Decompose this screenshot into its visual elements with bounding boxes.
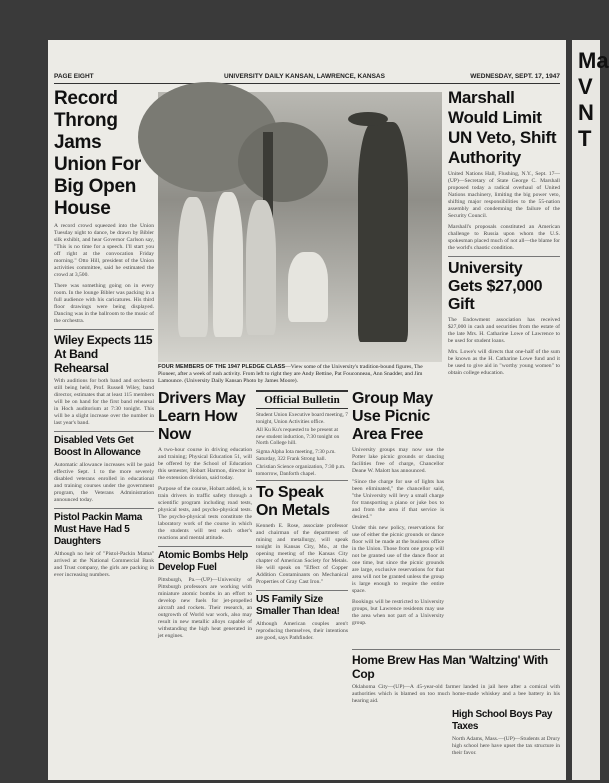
photo-person [178, 197, 208, 337]
newspaper-name: UNIVERSITY DAILY KANSAN, LAWRENCE, KANSAS [224, 73, 385, 80]
headline-picnic-area: Group May Use Picnic Area Free [352, 390, 433, 443]
headline-high-school-boys: High School Boys Pay Taxes [452, 709, 553, 732]
newspaper-page [48, 40, 566, 780]
headline-record-throng: Record Throng Jams Union For Big Open House [54, 88, 142, 219]
article-text: "Since the charge for use of lights has been eliminated," the chancellor said, "the University will levy a small charge for transporting a piano or juke box to and from the area if that service is desired." [352, 479, 444, 520]
photo-person [288, 252, 328, 322]
article-text: Although no heir of "Pistol-Packin Mama" arrived at the National Commercial Bank and Trust company, the girls are packing in ever increasing numbers. [54, 551, 154, 578]
headline-drivers: Drivers May Learn How Now [158, 390, 246, 443]
article-text: Bookings will be restricted to University groups, but Lawrence residents may use the area when not part of a University group. [352, 599, 444, 626]
issue-date: WEDNESDAY, SEPT. 17, 1947 [470, 73, 560, 80]
article-text: A record crowd squeezed into the Union Tuesday night to dance, be drawn by Bibler silk exhibit, and hear Governor Carlson say, "This is no time for a speech. I'll start you off right at the convocation Friday morning." Otto Hill, president of the Union activities committee, said he estimated the crowd at 3,500. [54, 223, 154, 278]
divider [448, 256, 560, 257]
article-text: Marshall's proposals constituted an American challenge to Russia upon whom the U.S. spokesman placed much of not all—the blame for the world's chaotic condition. [448, 224, 560, 251]
bulletin-item: Christian Science organization, 7:30 p.m. tomorrow, Danforth chapel. [256, 464, 346, 477]
photo-person [213, 192, 243, 337]
photo-person [246, 200, 276, 335]
article-text: With auditions for both band and orchestra still being held, Prof. Russell Wiley, band director, estimates that at least 115 members will be on hand for the first band rehearsal in Hoch auditorium at 7:30 tonight. This will be a slight increase over the number in last year's band. [54, 378, 154, 426]
headline-home-brew: Home Brew Has Man 'Waltzing' With Cop [352, 653, 548, 681]
article-text: Although American couples aren't reproducing themselves, their intentions are good, says Pathfinder. [256, 621, 348, 642]
adjacent-page-strip [572, 40, 609, 780]
divider [54, 508, 154, 509]
left-column [54, 88, 154, 778]
article-text: Kenneth E. Rose, associate professor and chairman of the department of mining and metallurgy, will speak tonight in Kansas City, Mo., at the opening meeting of the Kansas City chapter of American Society for Metals. He will speak on "Effect of Copper Addition Contaminants on Mechanical Properties of Gray Cast Iron." [256, 523, 348, 586]
right-column [448, 88, 560, 648]
article-text: There was something going on in every room. In the lounge Bibler was packing in a full audience with his caricatures. His third floor drawings were being displayed. Dancing was in the ballroom to the music of the orchestra. [54, 283, 154, 324]
headline-pistol-packin: Pistol Packin Mama Must Have Had 5 Daughters [54, 512, 142, 547]
caption-title: FOUR MEMBERS OF THE 1947 PLEDGE CLASS [158, 364, 286, 370]
divider [158, 546, 252, 547]
headline-wiley: Wiley Expects 115 At Band Rehearsal [54, 333, 153, 375]
bulletin-item: All Ku Ku's requested to be present at new student induction, 7:30 tonight on North College hill. [256, 427, 340, 447]
bulletin-item: Sigma Alpha Iota meeting, 7:30 p.m. Saturday, 322 Frank Strong hall. [256, 448, 336, 462]
photo-statue [358, 122, 408, 342]
article-text: Under this new policy, reservations for use of either the picnic grounds or dance floor will be made at the business office in the Union. Those from one group will not be granted use of the dance floor at one time, but since the picnic grounds are large, exclusive reservations for that area will not be granted unless the group is large enough to require the entire space. [352, 525, 444, 594]
article-text: North Adams, Mass.—(UP)—Students at Drury high school here have upset the tax structure in their favor. [452, 736, 560, 756]
adjacent-page-headline: Ma V N T [578, 48, 609, 151]
divider [54, 431, 154, 432]
page-number: PAGE EIGHT [54, 73, 94, 80]
headline-atomic-bombs: Atomic Bombs Help Develop Fuel [158, 550, 248, 573]
article-text: Oklahoma City—(UP)—A 45-year-old farmer landed in jail here after a comical with authorities which is blamed on too much home-made whiskey and a bee battery in his hearing aid. [352, 684, 560, 704]
divider [352, 649, 560, 650]
article-text: Purpose of the course, Hobart added, is to train drivers in traffic safety through a scientific program including road tests, physical tests, and psycho-physical tests. The psycho-physical tests constitute the laboratory work of the course in which the students will test each other's reactions and mental attitude. [158, 486, 252, 541]
caption-text: —View some of the University's tradition-bound figures, The Pioneer, after a week of rush activity. From left to right they are Andy Bettine, Pat Fouconneau, Ann Snadder, and Jim Lamounce. (University Daily Kansan Photo by James Moore). [158, 364, 423, 384]
bulletin-title: Official Bulletin [256, 390, 348, 409]
divider [256, 590, 348, 591]
divider [54, 329, 154, 330]
bottom-stories [352, 646, 560, 776]
article-text: A two-hour course in driving education and training; Physical Education 51, will be offered by the School of Education this semester, Hobart Harmon, director in the extension division, said today. [158, 447, 252, 481]
article-text: Automatic allowance increases will be paid effective Sept. 1 to the more severely disabled veterans enrolled in educational and training courses under the government program, the Veterans Administration announced today. [54, 462, 154, 503]
page-header [54, 73, 560, 84]
middle-column-2 [352, 390, 444, 640]
article-text: University groups may now use the Potter lake picnic grounds or dancing facilities free of charge, Chancellor Deane W. Malott has announced. [352, 447, 444, 474]
article-text: Pittsburgh, Pa.—(UP)—University of Pittsburgh professors are working with miniature atomic bombs in an effort to develop new fuels for jet-propelled aircraft and rockets. Their research, an outgrowth of World war work, also may result in new metallic alloys capable of withstanding the high heat generated in jet engines. [158, 577, 252, 639]
bulletin-column [256, 390, 348, 780]
headline-university-gift: University Gets $27,000 Gift [448, 260, 543, 313]
headline-family-size: US Family Size Smaller Than Idea! [256, 594, 340, 618]
bulletin-item: Student Union Executive board meeting, 7 tonight, Union Activities office. [256, 412, 348, 425]
headline-to-speak: To Speak On Metals [256, 484, 330, 520]
photo-statue-hat [348, 112, 388, 126]
headline-marshall: Marshall Would Limit UN Veto, Shift Authority [448, 88, 557, 167]
headline-disabled-vets: Disabled Vets Get Boost In Allowance [54, 435, 141, 458]
divider [256, 480, 348, 481]
photo-caption [158, 364, 442, 385]
article-text: Mrs. Lowe's will directs that one-half of the sum be known as the H. Catharine Lowe fund and it be used to give aid in "worthy young women" to obtain college education. [448, 349, 560, 376]
article-text: United Nations Hall, Flushing, N.Y., Sept. 17—(UP)—Secretary of State George C. Marshall proposed today a radical overhaul of United Nations machinery, limiting the big power veto, shifting major responsibilities to the 55-nation assembly and condemning the failure of the Security Council. [448, 171, 560, 219]
middle-column-1 [158, 390, 252, 780]
article-text: The Endowment association has received $27,000 in cash and securities from the estate of the late Mrs. H. Catharine Lowe of Lawrence to be used for student loans. [448, 317, 560, 344]
news-photo [158, 92, 442, 362]
photo-tree [238, 122, 328, 202]
